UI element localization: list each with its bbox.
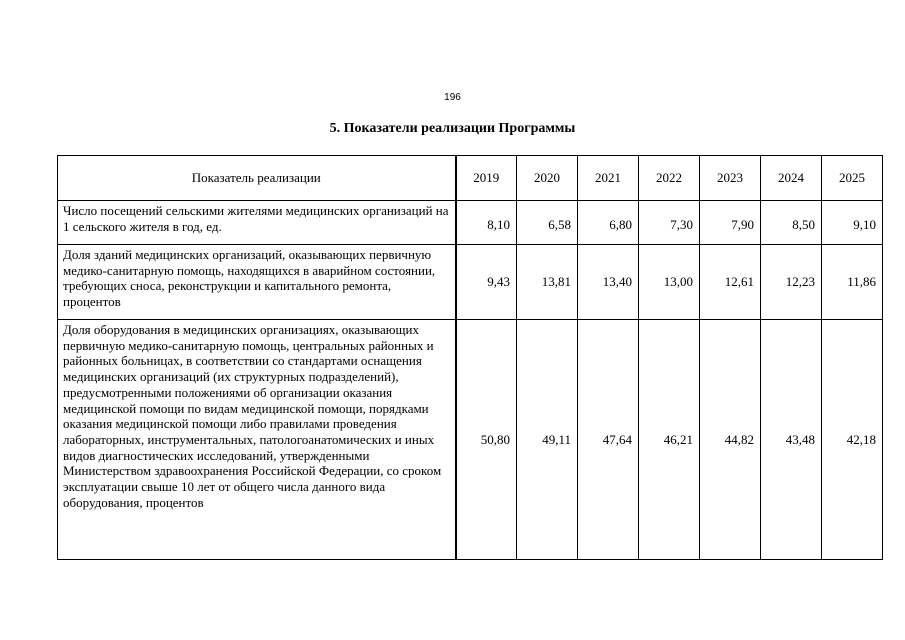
section-title: 5. Показатели реализации Программы <box>329 121 576 136</box>
header-year: 2023 <box>700 156 761 201</box>
indicator-value: 9,10 <box>822 201 883 245</box>
header-year: 2025 <box>822 156 883 201</box>
indicator-name: Доля зданий медицинских организаций, оказывающих первичную медико-санитарную помощь, находящихся в аварийном состоянии, требующих сноса, реконструкции и капитального ремонта, процентов <box>58 245 456 320</box>
indicator-value: 42,18 <box>822 320 883 560</box>
table-row <box>58 245 883 320</box>
indicator-value: 8,50 <box>761 201 822 245</box>
table-header <box>58 156 883 201</box>
table-row <box>58 201 883 245</box>
indicator-value: 6,80 <box>578 201 639 245</box>
indicator-value: 44,82 <box>700 320 761 560</box>
indicators-table <box>57 155 883 560</box>
table-body <box>58 201 883 560</box>
indicator-value: 13,81 <box>517 245 578 320</box>
indicator-value: 46,21 <box>639 320 700 560</box>
indicator-value: 13,00 <box>639 245 700 320</box>
header-year: 2022 <box>639 156 700 201</box>
indicator-value: 7,90 <box>700 201 761 245</box>
indicator-value: 9,43 <box>456 245 517 320</box>
page-number: 196 <box>444 92 461 103</box>
indicator-name: Число посещений сельскими жителями медицинских организаций на 1 сельского жителя в год, ед. <box>58 201 456 245</box>
indicator-value: 11,86 <box>822 245 883 320</box>
indicator-value: 47,64 <box>578 320 639 560</box>
table-row <box>58 320 883 560</box>
indicator-value: 12,61 <box>700 245 761 320</box>
header-year: 2019 <box>456 156 517 201</box>
indicator-value: 13,40 <box>578 245 639 320</box>
header-year: 2021 <box>578 156 639 201</box>
indicator-name: Доля оборудования в медицинских организациях, оказывающих первичную медико-санитарную помощь, центральных районных и районных больницах, в соответствии со стандартами оснащения медицинских организаций (их структурных подразделений), предусмотренными положениями об организации оказания медицинской помощи по видам медицинской помощи, порядками оказания медицинской помощи либо правилами проведения лабораторных, инструментальных, патологоанатомических и иных видов диагностических исследований, утвержденными Министерством здравоохранения Российской Федерации, со сроком эксплуатации свыше 10 лет от общего числа данного вида оборудования, процентов <box>58 320 456 560</box>
indicator-value: 6,58 <box>517 201 578 245</box>
indicator-value: 43,48 <box>761 320 822 560</box>
header-indicator: Показатель реализации <box>58 156 456 201</box>
header-year: 2024 <box>761 156 822 201</box>
indicator-value: 12,23 <box>761 245 822 320</box>
indicator-value: 50,80 <box>456 320 517 560</box>
header-row <box>58 156 883 201</box>
indicator-value: 49,11 <box>517 320 578 560</box>
indicator-value: 8,10 <box>456 201 517 245</box>
indicator-value: 7,30 <box>639 201 700 245</box>
header-year: 2020 <box>517 156 578 201</box>
